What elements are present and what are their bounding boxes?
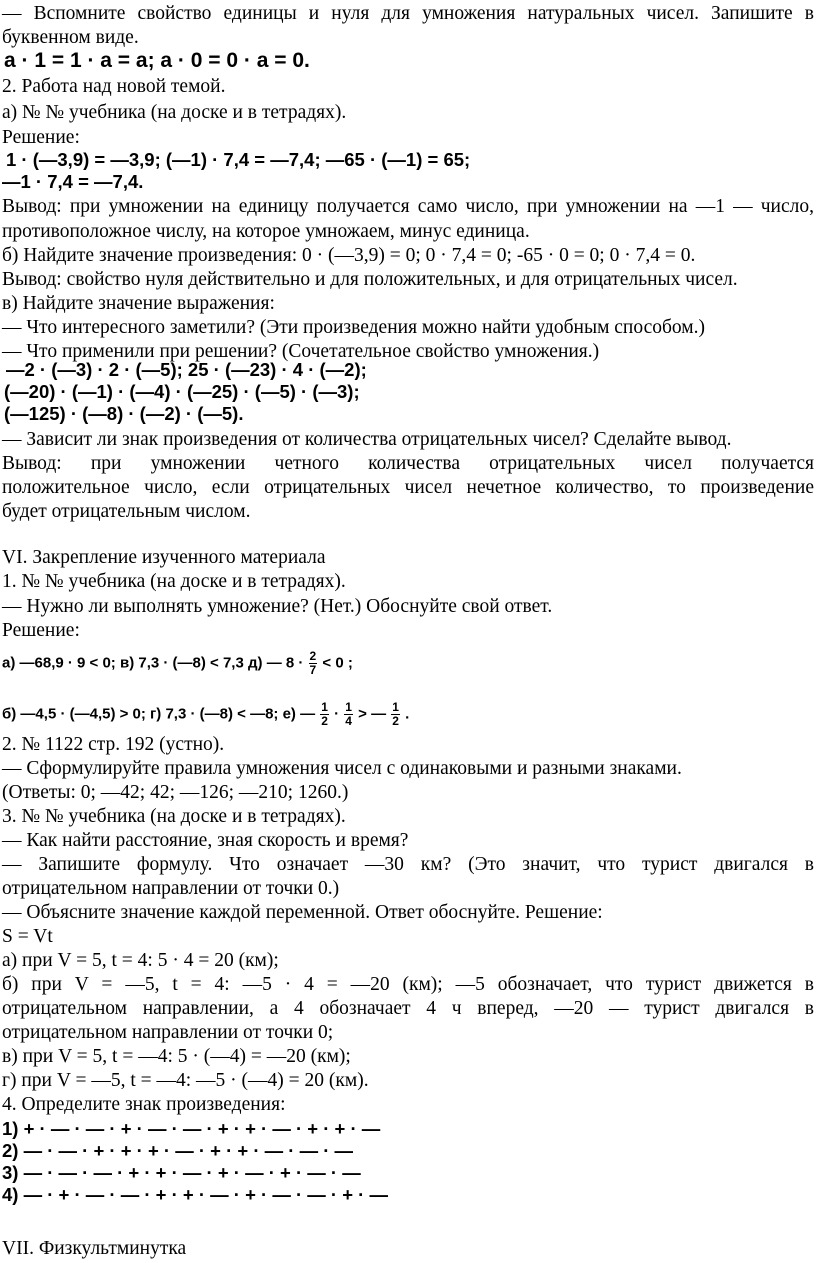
sign-sequence: 4) — · + · — · — · + · + · — · + · — · — · + · — [2, 1184, 388, 1205]
text-line: — Что применили при решении? (Сочетательное свойство умножения.) [2, 341, 600, 362]
text-line: — Объясните значение каждой переменной. Ответ обоснуйте. Решение: [2, 902, 603, 923]
formula-part: < 0 ; [322, 654, 353, 672]
text-line: — Запишите формулу. Что означает —30 км? (Это значит, что турист двигался в [2, 854, 814, 875]
sign-sequence: 1) + · — · — · + · — · — · + · + · — · + · + · — [2, 1118, 381, 1139]
text-line: будет отрицательным числом. [2, 501, 251, 522]
text-line: положительное число, если отрицательных чисел нечетное количество, то произведение [2, 477, 814, 498]
fraction [344, 701, 353, 728]
text-line: отрицательном направлении от точки 0.) [2, 878, 340, 899]
formula-line: —2 · (—3) · 2 · (—5); 25 · (—23) · 4 · (—2); [6, 359, 367, 380]
fraction-numerator: 1 [345, 700, 352, 714]
formula-line: (—125) · (—8) · (—2) · (—5). [4, 403, 244, 424]
text-line: Решение: [2, 127, 80, 148]
text-line: в) Найдите значение выражения: [2, 293, 275, 314]
formula-line: —1 · 7,4 = —7,4. [2, 171, 144, 192]
text-line: — Нужно ли выполнять умножение? (Нет.) Обоснуйте свой ответ. [2, 596, 553, 617]
formula-part: — [300, 705, 316, 723]
fraction [320, 701, 329, 728]
formula-line: 1 · (—3,9) = —3,9; (—1) · 7,4 = —7,4; —65 · (—1) = 65; [6, 149, 471, 170]
formula-line [2, 650, 353, 677]
text-line: буквенном виде. [2, 27, 139, 48]
text-line: Вывод: при умножении четного количества отрицательных чисел получается [2, 453, 814, 474]
text-line: Решение: [2, 620, 80, 641]
fraction [391, 701, 400, 728]
text-line: в) при V = 5, t = —4: 5 · (—4) = —20 (км); [2, 1046, 351, 1067]
fraction-denominator: 2 [321, 714, 328, 728]
formula-part: — 8 · [266, 654, 304, 672]
text-line: S = Vt [2, 926, 53, 947]
text-line: б) Найдите значение произведения: 0 · (—3,9) = 0; 0 · 7,4 = 0; -65 · 0 = 0; 0 · 7,4 = 0. [2, 245, 696, 266]
formula-part: · [334, 705, 340, 723]
fraction-numerator: 1 [392, 700, 399, 714]
text-line: 1. № № учебника (на доске и в тетрадях). [2, 571, 346, 592]
text-line: Вывод: свойство нуля действительно и для положительных, и для отрицательных чисел. [2, 269, 738, 290]
text-line: 2. Работа над новой темой. [2, 76, 226, 97]
text-line: (Ответы: 0; —42; 42; —126; —210; 1260.) [2, 782, 349, 803]
text-line: — Сформулируйте правила умножения чисел с одинаковыми и разными знаками. [2, 758, 682, 779]
text-line: а) № № учебника (на доске и в тетрадях). [2, 102, 347, 123]
text-line: отрицательном направлении от точки 0; [2, 1022, 334, 1043]
fraction-numerator: 1 [321, 700, 328, 714]
section-heading: VI. Закрепление изученного материала [2, 547, 326, 568]
sign-sequence: 3) — · — · — · + · + · — · + · — · + · — · — [2, 1162, 361, 1183]
formula-part: б) —4,5 · (—4,5) > 0; г) 7,3 · (—8) < —8; е) [2, 705, 296, 723]
text-line: Вывод: при умножении на единицу получается само число, при умножении на —1 — число, [2, 196, 814, 217]
formula-part: . [405, 705, 410, 723]
formula-line: (—20) · (—1) · (—4) · (—25) · (—5) · (—3); [4, 381, 360, 402]
section-heading: VII. Физкультминутка [2, 1238, 187, 1259]
formula-part: > — [358, 705, 387, 723]
text-line: г) при V = —5, t = —4: —5 · (—4) = 20 (км). [2, 1070, 369, 1091]
text-line: 2. № 1122 стр. 192 (устно). [2, 734, 225, 755]
text-line: — Зависит ли знак произведения от количества отрицательных чисел? Сделайте вывод. [2, 429, 732, 450]
text-line: — Что интересного заметили? (Эти произведения можно найти удобным способом.) [2, 317, 706, 338]
fraction-denominator: 7 [309, 663, 317, 677]
text-line: а) при V = 5, t = 4: 5 · 4 = 20 (км); [2, 950, 279, 971]
text-line: отрицательном направлении, а 4 обозначает 4 ч вперед, —20 — турист двигался в [2, 998, 814, 1019]
formula-line [2, 701, 409, 728]
fraction-numerator: 2 [309, 649, 317, 663]
fraction [309, 650, 318, 677]
formula-unit-zero-property: a · 1 = 1 · a = a; a · 0 = 0 · a = 0. [4, 49, 310, 72]
text-line: противоположное числу, на которое умножаем, минус единица. [2, 221, 530, 242]
text-line: б) при V = —5, t = 4: —5 · 4 = —20 (км); —5 обозначает, что турист движется в [2, 974, 814, 995]
sign-sequence: 2) — · — · + · + · + · — · + · + · — · — · — [2, 1140, 354, 1161]
text-line: 3. № № учебника (на доске и в тетрадях). [2, 806, 346, 827]
text-line: 4. Определите знак произведения: [2, 1094, 286, 1115]
text-line: — Вспомните свойство единицы и нуля для умножения натуральных чисел. Запишите в [2, 3, 814, 24]
text-line: — Как найти расстояние, зная скорость и время? [2, 830, 409, 851]
fraction-denominator: 4 [345, 714, 352, 728]
formula-part: а) —68,9 · 9 < 0; в) 7,3 · (—8) < 7,3 д) [2, 654, 263, 672]
fraction-denominator: 2 [392, 714, 399, 728]
